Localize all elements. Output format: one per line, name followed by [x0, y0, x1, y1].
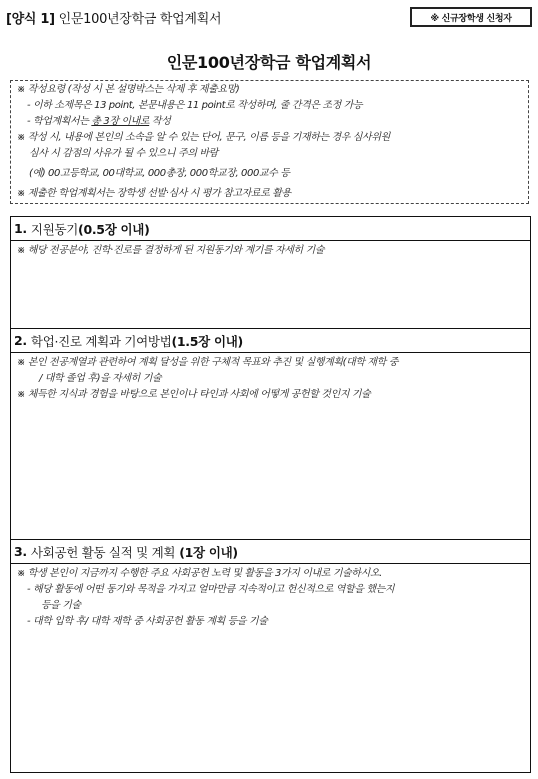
section-number: 1. — [14, 221, 27, 236]
guide-text: - 학업계획서는 — [27, 116, 92, 127]
section-study-plan — [11, 329, 530, 540]
section-note: ※ 해당 전공분야, 진학·진로를 결정하게 된 지원동기와 계기를 자세히 기술 — [17, 245, 325, 256]
guide-text: 작성 — [149, 116, 171, 127]
form-number: [양식 1] — [6, 12, 55, 27]
section-social-contribution — [11, 540, 530, 772]
section-title: 사회공헌 활동 실적 및 계획 — [30, 544, 176, 560]
section-note: ※ 본인 전공계열과 관련하여 계획 달성을 위한 구체적 목표와 추진 및 실행계획(대학 재학 중 — [17, 357, 398, 368]
section-body[interactable] — [11, 353, 530, 405]
section-limit: (1.5장 이내) — [171, 333, 243, 349]
section-title: 학업·진로 계획과 기여방법 — [30, 333, 172, 349]
section-heading — [11, 540, 530, 564]
section-limit: (0.5장 이내) — [78, 221, 150, 237]
section-note: / 대학 졸업 후)을 자세히 기술 — [39, 373, 162, 384]
section-title: 지원동기 — [30, 221, 79, 237]
guide-line: (예) 00고등학교, 00대학교, 000총장, 000학교장, 000교수 등 — [29, 168, 290, 179]
guide-line: 심사 시 감점의 사유가 될 수 있으니 주의 바람 — [29, 148, 218, 159]
section-note: - 대학 입학 후/ 대학 재학 중 사회공헌 활동 계획 등을 기술 — [27, 616, 268, 627]
form-label — [6, 8, 221, 27]
section-note: ※ 체득한 지식과 경험을 바탕으로 본인이나 타인과 사회에 어떻게 공헌할 것인지 기술 — [17, 389, 371, 400]
guide-underline: 총 3장 이내로 — [91, 116, 150, 127]
section-number: 2. — [14, 333, 27, 348]
guide-line: ※ 작성요령 (작성 시 본 설명박스는 삭제 후 제출요망) — [17, 84, 240, 95]
section-limit: (1장 이내) — [179, 544, 238, 560]
plan-form — [10, 216, 531, 773]
section-heading — [11, 217, 530, 241]
guide-line: ※ 작성 시, 내용에 본인의 소속을 알 수 있는 단어, 문구, 이름 등을 기재하는 경우 심사위원 — [17, 132, 390, 143]
guide-line: - 이하 소제목은 13 point, 본문내용은 11 point로 작성하며, 줄 간격은 조정 가능 — [27, 100, 363, 111]
applicant-type-badge: ※ 신규장학생 신청자 — [410, 7, 532, 27]
section-heading — [11, 329, 530, 353]
section-body[interactable] — [11, 241, 530, 261]
section-note: 등을 기술 — [41, 600, 81, 611]
section-note: - 해당 활동에 어떤 동기와 목적을 가지고 얼마만큼 지속적이고 헌신적으로 역할을 했는지 — [27, 584, 395, 595]
section-body[interactable] — [11, 564, 530, 632]
writing-guide-box — [10, 80, 529, 204]
section-note: ※ 학생 본인이 지금까지 수행한 주요 사회공헌 노력 및 활동을 3가지 이내로 기술하시오. — [17, 568, 382, 579]
guide-line: ※ 제출한 학업계획서는 장학생 선발·심사 시 평가 참고자료로 활용 — [17, 188, 291, 199]
form-header-title: 인문100년장학금 학업계획서 — [58, 12, 222, 27]
section-motivation — [11, 217, 530, 329]
guide-line — [17, 114, 522, 130]
page-title: 인문100년장학금 학업계획서 — [166, 53, 372, 72]
section-number: 3. — [14, 544, 27, 559]
